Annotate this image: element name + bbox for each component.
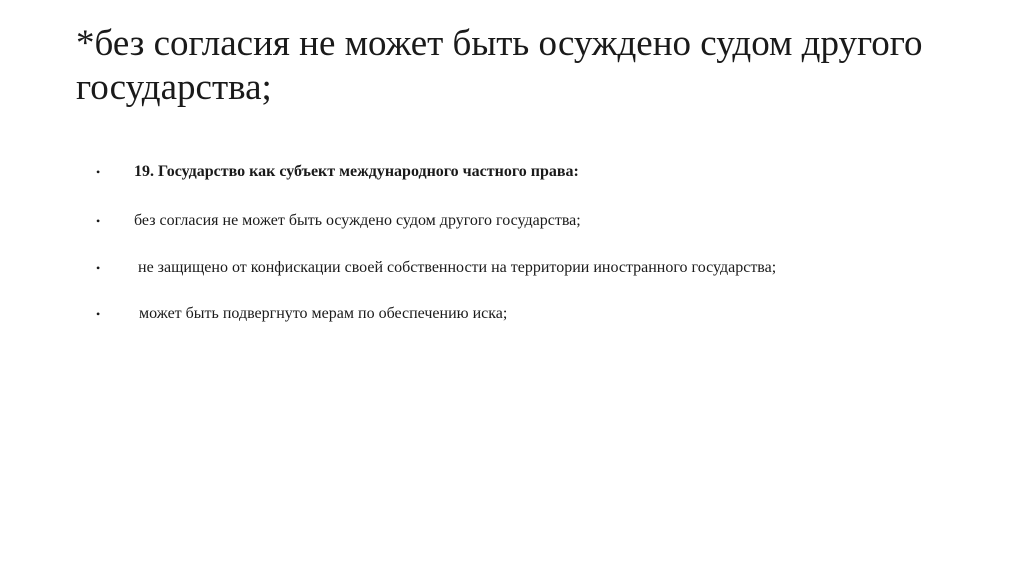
list-item <box>0 302 1000 326</box>
list-item-text: не защищено от конфискации своей собственности на территории иностранного государства; <box>138 259 777 276</box>
list-item <box>0 209 1000 233</box>
bullet-icon: • <box>96 307 101 321</box>
list-item <box>0 256 1000 280</box>
slide-title: *без согласия не может быть осуждено судом другого государства; <box>76 23 923 108</box>
bullet-icon: • <box>96 214 101 228</box>
bullet-icon: • <box>96 261 101 275</box>
list-item-text: без согласия не может быть осуждено судом другого государства; <box>134 212 581 229</box>
list-item <box>0 160 1000 184</box>
bullet-icon: • <box>96 165 101 179</box>
list-item-text: может быть подвергнуто мерам по обеспечению иска; <box>139 305 508 322</box>
list-item-heading: 19. Государство как субъект международного частного права: <box>134 163 579 180</box>
